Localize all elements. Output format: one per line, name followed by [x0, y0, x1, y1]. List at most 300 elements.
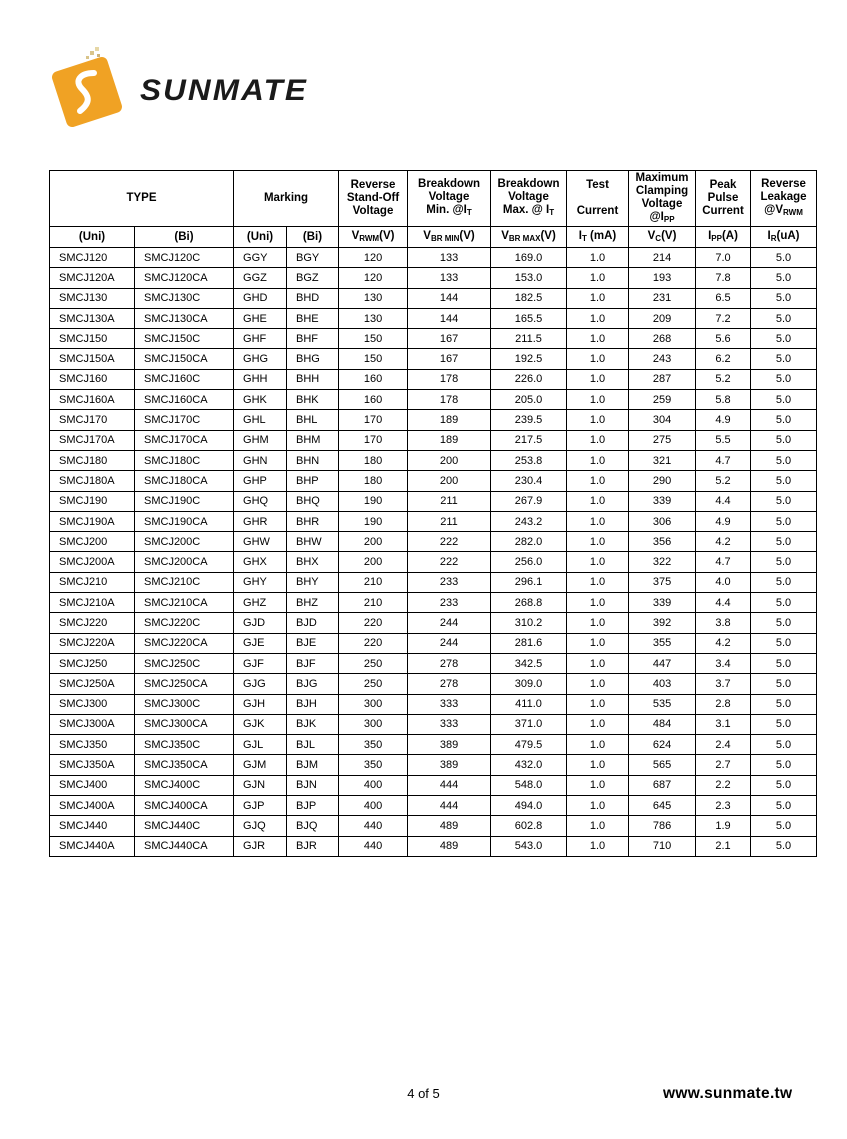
table-cell: GJP: [234, 796, 287, 816]
table-row: [50, 349, 817, 369]
table-cell: 5.0: [751, 816, 817, 836]
table-cell: 287: [629, 369, 696, 389]
table-cell: 5.0: [751, 714, 817, 734]
table-cell: 447: [629, 653, 696, 673]
table-cell: GJH: [234, 694, 287, 714]
table-cell: SMCJ350: [50, 735, 135, 755]
table-cell: 400: [339, 775, 408, 795]
table-cell: 5.5: [696, 430, 751, 450]
standoff-header: Reverse Stand-Off Voltage: [339, 171, 408, 227]
table-cell: 389: [408, 735, 491, 755]
table-cell: 1.0: [567, 633, 629, 653]
table-cell: SMCJ220A: [50, 633, 135, 653]
table-cell: SMCJ440A: [50, 836, 135, 856]
table-cell: 244: [408, 613, 491, 633]
table-cell: 4.4: [696, 491, 751, 511]
table-cell: 5.0: [751, 735, 817, 755]
table-cell: 5.0: [751, 796, 817, 816]
table-cell: 5.0: [751, 471, 817, 491]
table-cell: BJR: [287, 836, 339, 856]
table-cell: 350: [339, 755, 408, 775]
table-cell: 200: [408, 471, 491, 491]
table-cell: SMCJ200A: [50, 552, 135, 572]
table-cell: 5.0: [751, 653, 817, 673]
table-cell: 3.7: [696, 674, 751, 694]
table-cell: GJR: [234, 836, 287, 856]
table-cell: 4.2: [696, 633, 751, 653]
table-cell: 4.7: [696, 552, 751, 572]
table-cell: BHH: [287, 369, 339, 389]
table-cell: SMCJ300CA: [135, 714, 234, 734]
table-cell: 624: [629, 735, 696, 755]
vc-unit: $V_C(V)$: [629, 227, 696, 248]
table-cell: 217.5: [491, 430, 567, 450]
table-cell: 278: [408, 653, 491, 673]
table-cell: SMCJ120: [50, 248, 135, 268]
table-cell: BJP: [287, 796, 339, 816]
table-cell: 1.0: [567, 410, 629, 430]
table-cell: 226.0: [491, 369, 567, 389]
table-cell: 1.0: [567, 491, 629, 511]
table-cell: BGZ: [287, 268, 339, 288]
table-cell: GHQ: [234, 491, 287, 511]
table-cell: 243.2: [491, 511, 567, 531]
table-row: [50, 471, 817, 491]
table-cell: GHF: [234, 329, 287, 349]
table-cell: 5.0: [751, 248, 817, 268]
table-cell: 153.0: [491, 268, 567, 288]
website-link[interactable]: www.sunmate.tw: [663, 1085, 793, 1102]
table-cell: 2.8: [696, 694, 751, 714]
table-cell: 2.2: [696, 775, 751, 795]
table-row: [50, 329, 817, 349]
table-cell: BJE: [287, 633, 339, 653]
table-cell: 489: [408, 836, 491, 856]
table-cell: 200: [339, 532, 408, 552]
table-cell: 4.7: [696, 450, 751, 470]
table-cell: BJF: [287, 653, 339, 673]
table-cell: SMCJ160C: [135, 369, 234, 389]
table-cell: GJG: [234, 674, 287, 694]
page-number: 4 of 5: [407, 1086, 440, 1101]
table-cell: 5.0: [751, 552, 817, 572]
table-cell: GJE: [234, 633, 287, 653]
table-cell: SMCJ180A: [50, 471, 135, 491]
table-cell: SMCJ400: [50, 775, 135, 795]
table-cell: 211.5: [491, 329, 567, 349]
table-cell: 150: [339, 349, 408, 369]
table-cell: 5.0: [751, 491, 817, 511]
table-cell: 371.0: [491, 714, 567, 734]
table-cell: 150: [339, 329, 408, 349]
table-cell: BJN: [287, 775, 339, 795]
table-cell: 1.0: [567, 349, 629, 369]
table-cell: 275: [629, 430, 696, 450]
clamp-header: Maximum Clamping Voltage $@I_{PP}$: [629, 171, 696, 227]
table-row: [50, 775, 817, 795]
table-cell: BJQ: [287, 816, 339, 836]
table-cell: 6.2: [696, 349, 751, 369]
table-cell: 231: [629, 288, 696, 308]
table-cell: 282.0: [491, 532, 567, 552]
table-body: [50, 248, 817, 857]
table-cell: 1.0: [567, 329, 629, 349]
table-cell: BHR: [287, 511, 339, 531]
table-cell: GHN: [234, 450, 287, 470]
table-cell: 7.8: [696, 268, 751, 288]
table-cell: SMCJ200CA: [135, 552, 234, 572]
table-cell: SMCJ250: [50, 653, 135, 673]
table-row: [50, 796, 817, 816]
table-cell: 243: [629, 349, 696, 369]
table-row: [50, 674, 817, 694]
table-cell: SMCJ130C: [135, 288, 234, 308]
table-cell: 304: [629, 410, 696, 430]
table-cell: 268: [629, 329, 696, 349]
table-cell: 222: [408, 552, 491, 572]
table-cell: 5.0: [751, 410, 817, 430]
table-cell: SMCJ440CA: [135, 836, 234, 856]
table-row: [50, 735, 817, 755]
table-row: [50, 268, 817, 288]
table-row: [50, 288, 817, 308]
table-cell: 239.5: [491, 410, 567, 430]
table-row: [50, 430, 817, 450]
table-cell: 220: [339, 633, 408, 653]
table-cell: 2.1: [696, 836, 751, 856]
table-cell: 5.2: [696, 369, 751, 389]
table-cell: 120: [339, 248, 408, 268]
table-cell: 565: [629, 755, 696, 775]
test-current-header: Test Current: [567, 171, 629, 227]
table-cell: GHY: [234, 572, 287, 592]
table-cell: 432.0: [491, 755, 567, 775]
header-row-1: [50, 171, 817, 227]
table-cell: SMCJ190: [50, 491, 135, 511]
table-cell: 1.0: [567, 390, 629, 410]
table-cell: 5.6: [696, 329, 751, 349]
header-row-2: [50, 227, 817, 248]
table-cell: SMCJ160CA: [135, 390, 234, 410]
table-cell: 375: [629, 572, 696, 592]
table-cell: 167: [408, 349, 491, 369]
table-cell: SMCJ350C: [135, 735, 234, 755]
table-cell: 3.8: [696, 613, 751, 633]
table-cell: 165.5: [491, 308, 567, 328]
table-cell: SMCJ300C: [135, 694, 234, 714]
table-cell: GJL: [234, 735, 287, 755]
table-cell: 211: [408, 491, 491, 511]
table-cell: 170: [339, 430, 408, 450]
it-unit: $I_T$ (mA): [567, 227, 629, 248]
table-cell: 290: [629, 471, 696, 491]
table-cell: 548.0: [491, 775, 567, 795]
table-cell: 444: [408, 796, 491, 816]
table-row: [50, 390, 817, 410]
table-cell: 5.0: [751, 593, 817, 613]
table-cell: 322: [629, 552, 696, 572]
table-cell: BHP: [287, 471, 339, 491]
table-cell: 178: [408, 369, 491, 389]
table-cell: 180: [339, 471, 408, 491]
table-cell: BHX: [287, 552, 339, 572]
table-cell: 5.0: [751, 572, 817, 592]
table-cell: 182.5: [491, 288, 567, 308]
table-cell: SMCJ180: [50, 450, 135, 470]
table-cell: SMCJ160: [50, 369, 135, 389]
table-cell: 309.0: [491, 674, 567, 694]
table-cell: 5.8: [696, 390, 751, 410]
table-cell: GJD: [234, 613, 287, 633]
table-row: [50, 532, 817, 552]
table-cell: BJL: [287, 735, 339, 755]
table-cell: GHK: [234, 390, 287, 410]
table-cell: SMCJ170A: [50, 430, 135, 450]
table-cell: 1.0: [567, 735, 629, 755]
table-cell: SMCJ250CA: [135, 674, 234, 694]
table-cell: 214: [629, 248, 696, 268]
marking-header: Marking: [234, 171, 339, 227]
table-cell: 244: [408, 633, 491, 653]
table-cell: BHD: [287, 288, 339, 308]
table-cell: GGZ: [234, 268, 287, 288]
table-cell: BJG: [287, 674, 339, 694]
table-cell: SMCJ170CA: [135, 430, 234, 450]
table-cell: 190: [339, 511, 408, 531]
vbrmin-unit: $V_{BR MIN}(V)$: [408, 227, 491, 248]
vrwm-unit: $V_{RWM}(V)$: [339, 227, 408, 248]
logo-text: SUNMATE: [140, 74, 308, 107]
table-cell: 356: [629, 532, 696, 552]
table-cell: 321: [629, 450, 696, 470]
table-cell: BHK: [287, 390, 339, 410]
table-cell: 1.0: [567, 288, 629, 308]
table-cell: SMCJ400C: [135, 775, 234, 795]
table-cell: 4.0: [696, 572, 751, 592]
table-cell: 1.0: [567, 694, 629, 714]
table-cell: 306: [629, 511, 696, 531]
table-cell: 5.0: [751, 674, 817, 694]
table-cell: 1.0: [567, 836, 629, 856]
table-cell: GHR: [234, 511, 287, 531]
table-cell: 5.0: [751, 775, 817, 795]
table-row: [50, 714, 817, 734]
table-cell: 602.8: [491, 816, 567, 836]
table-cell: BHW: [287, 532, 339, 552]
table-cell: GHG: [234, 349, 287, 369]
table-cell: SMCJ350A: [50, 755, 135, 775]
table-cell: 2.4: [696, 735, 751, 755]
bd-min-header: Breakdown Voltage Min. $@I_T$: [408, 171, 491, 227]
table-cell: 300: [339, 714, 408, 734]
table-cell: 160: [339, 390, 408, 410]
table-cell: 350: [339, 735, 408, 755]
table-row: [50, 593, 817, 613]
table-cell: SMCJ210A: [50, 593, 135, 613]
table-cell: GHP: [234, 471, 287, 491]
table-cell: 489: [408, 816, 491, 836]
vbrmax-unit: $V_{BR MAX}(V)$: [491, 227, 567, 248]
table-cell: SMCJ440C: [135, 816, 234, 836]
table-cell: 339: [629, 491, 696, 511]
table-cell: 535: [629, 694, 696, 714]
table-cell: 5.0: [751, 390, 817, 410]
table-cell: BHG: [287, 349, 339, 369]
table-cell: 5.2: [696, 471, 751, 491]
uni-type-header: (Uni): [50, 227, 135, 248]
bi-mark-header: (Bi): [287, 227, 339, 248]
table-cell: GJK: [234, 714, 287, 734]
table-cell: 144: [408, 288, 491, 308]
table-cell: SMCJ220: [50, 613, 135, 633]
table-cell: GHW: [234, 532, 287, 552]
table-cell: GHE: [234, 308, 287, 328]
table-cell: 4.4: [696, 593, 751, 613]
table-cell: SMCJ210C: [135, 572, 234, 592]
table-row: [50, 653, 817, 673]
table-cell: 5.0: [751, 329, 817, 349]
table-row: [50, 836, 817, 856]
table-cell: 250: [339, 674, 408, 694]
table-cell: SMCJ130A: [50, 308, 135, 328]
table-cell: SMCJ120A: [50, 268, 135, 288]
table-cell: 205.0: [491, 390, 567, 410]
table-cell: SMCJ130: [50, 288, 135, 308]
table-cell: GHL: [234, 410, 287, 430]
table-cell: 7.0: [696, 248, 751, 268]
table-cell: 259: [629, 390, 696, 410]
table-cell: SMCJ150: [50, 329, 135, 349]
type-header: TYPE: [50, 171, 234, 227]
table-cell: SMCJ130CA: [135, 308, 234, 328]
table-cell: 3.4: [696, 653, 751, 673]
bi-type-header: (Bi): [135, 227, 234, 248]
table-cell: 160: [339, 369, 408, 389]
table-cell: SMCJ150CA: [135, 349, 234, 369]
table-cell: 4.9: [696, 511, 751, 531]
table-cell: 180: [339, 450, 408, 470]
table-cell: 4.9: [696, 410, 751, 430]
table-cell: 1.0: [567, 511, 629, 531]
table-cell: 189: [408, 430, 491, 450]
table-cell: 1.0: [567, 308, 629, 328]
table-cell: 5.0: [751, 755, 817, 775]
table-cell: 1.0: [567, 532, 629, 552]
table-cell: 484: [629, 714, 696, 734]
table-cell: 389: [408, 755, 491, 775]
table-cell: BHE: [287, 308, 339, 328]
table-cell: 339: [629, 593, 696, 613]
table-cell: 1.0: [567, 714, 629, 734]
table-cell: 333: [408, 694, 491, 714]
table-cell: BHN: [287, 450, 339, 470]
table-cell: 645: [629, 796, 696, 816]
table-cell: SMCJ400A: [50, 796, 135, 816]
table-cell: 130: [339, 308, 408, 328]
table-cell: GGY: [234, 248, 287, 268]
table-cell: GHD: [234, 288, 287, 308]
table-cell: GJF: [234, 653, 287, 673]
table-cell: BHQ: [287, 491, 339, 511]
table-cell: BHY: [287, 572, 339, 592]
table-cell: SMCJ120CA: [135, 268, 234, 288]
table-cell: 1.0: [567, 674, 629, 694]
table-cell: 170: [339, 410, 408, 430]
table-cell: SMCJ350CA: [135, 755, 234, 775]
table-cell: 411.0: [491, 694, 567, 714]
table-cell: SMCJ220CA: [135, 633, 234, 653]
table-cell: 1.9: [696, 816, 751, 836]
table-cell: 210: [339, 593, 408, 613]
table-cell: 5.0: [751, 450, 817, 470]
table-cell: SMCJ190C: [135, 491, 234, 511]
table-cell: SMCJ150A: [50, 349, 135, 369]
table-cell: 130: [339, 288, 408, 308]
ir-unit: $I_R(uA)$: [751, 227, 817, 248]
table-cell: 1.0: [567, 248, 629, 268]
table-cell: 233: [408, 593, 491, 613]
table-cell: BHF: [287, 329, 339, 349]
table-cell: SMCJ180CA: [135, 471, 234, 491]
table-row: [50, 572, 817, 592]
table-cell: 5.0: [751, 349, 817, 369]
table-row: [50, 369, 817, 389]
table-cell: SMCJ170C: [135, 410, 234, 430]
leakage-header: Reverse Leakage $@V_{RWM}$: [751, 171, 817, 227]
table-cell: 1.0: [567, 755, 629, 775]
table-cell: BHL: [287, 410, 339, 430]
table-cell: 222: [408, 532, 491, 552]
table-cell: SMCJ190A: [50, 511, 135, 531]
table-cell: 200: [408, 450, 491, 470]
table-cell: 267.9: [491, 491, 567, 511]
table-cell: 5.0: [751, 836, 817, 856]
table-cell: 5.0: [751, 268, 817, 288]
table-cell: 1.0: [567, 613, 629, 633]
table-cell: 133: [408, 268, 491, 288]
bd-max-header: Breakdown Voltage Max. @ $I_T$: [491, 171, 567, 227]
table-cell: 5.0: [751, 613, 817, 633]
table-cell: GJQ: [234, 816, 287, 836]
table-cell: 144: [408, 308, 491, 328]
table-cell: 440: [339, 836, 408, 856]
table-cell: 1.0: [567, 450, 629, 470]
table-cell: 233: [408, 572, 491, 592]
table-row: [50, 248, 817, 268]
table-row: [50, 308, 817, 328]
table-cell: 1.0: [567, 369, 629, 389]
table-cell: 192.5: [491, 349, 567, 369]
table-cell: 1.0: [567, 471, 629, 491]
table-cell: SMCJ170: [50, 410, 135, 430]
table-row: [50, 511, 817, 531]
table-cell: 210: [339, 572, 408, 592]
table-cell: 355: [629, 633, 696, 653]
table-cell: 120: [339, 268, 408, 288]
peak-header: Peak Pulse Current: [696, 171, 751, 227]
table-cell: 4.2: [696, 532, 751, 552]
table-cell: 268.8: [491, 593, 567, 613]
table-cell: 1.0: [567, 430, 629, 450]
table-cell: SMCJ400CA: [135, 796, 234, 816]
table-cell: SMCJ300A: [50, 714, 135, 734]
table-cell: 5.0: [751, 430, 817, 450]
table-cell: 342.5: [491, 653, 567, 673]
table-cell: 5.0: [751, 308, 817, 328]
table-cell: SMCJ200: [50, 532, 135, 552]
table-cell: SMCJ180C: [135, 450, 234, 470]
table-cell: BHM: [287, 430, 339, 450]
